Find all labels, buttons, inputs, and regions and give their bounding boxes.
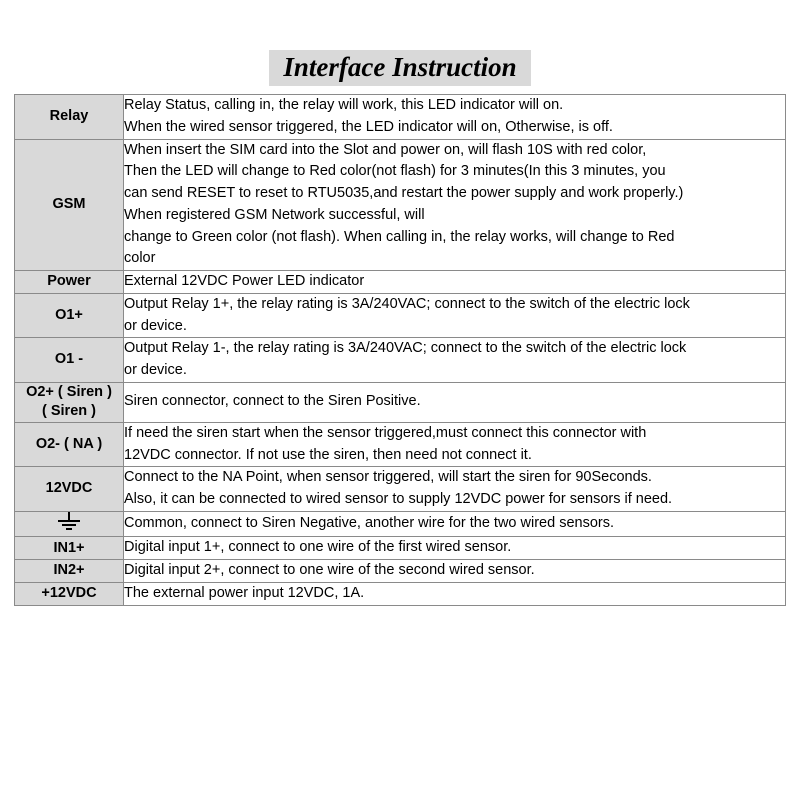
- table-row: [15, 511, 786, 537]
- description-line: When the wired sensor triggered, the LED indicator will on, Otherwise, is off.: [124, 118, 613, 135]
- table-row: [15, 271, 786, 294]
- terminal-label-text: +12VDC: [41, 585, 97, 602]
- table-row: [15, 382, 786, 422]
- table-row: [15, 467, 786, 512]
- terminal-description-cell: [124, 467, 786, 512]
- page-title-container: [0, 0, 800, 94]
- terminal-label-cell: [15, 422, 124, 467]
- description-line: Output Relay 1+, the relay rating is 3A/240VAC; connect to the switch of the electric lock: [124, 295, 690, 312]
- interface-instruction-table: [14, 94, 786, 606]
- terminal-label-text: 12VDC: [45, 480, 93, 497]
- ground-icon: [56, 512, 82, 530]
- table-row: [15, 139, 786, 271]
- terminal-label-cell: [15, 271, 124, 294]
- terminal-label-cell: [15, 293, 124, 338]
- terminal-label-cell: [15, 139, 124, 271]
- description-line: If need the siren start when the sensor triggered,must connect this connector with: [124, 424, 647, 441]
- terminal-description-cell: [124, 338, 786, 383]
- terminal-label-text: O2- ( NA ): [35, 435, 103, 452]
- terminal-description-cell: [124, 293, 786, 338]
- table-row: [15, 560, 786, 583]
- description-line: or device.: [124, 317, 187, 334]
- description-line: or device.: [124, 362, 187, 379]
- terminal-label-text: IN1+: [53, 539, 85, 556]
- terminal-label-cell: [15, 467, 124, 512]
- description-line: change to Green color (not flash). When calling in, the relay works, will change to Red: [124, 228, 675, 245]
- terminal-description-cell: [124, 95, 786, 140]
- description-line: Siren connector, connect to the Siren Positive.: [124, 393, 421, 410]
- description-line: When registered GSM Network successful, will: [124, 206, 425, 223]
- description-line: Output Relay 1-, the relay rating is 3A/240VAC; connect to the switch of the electric lock: [124, 340, 687, 357]
- description-line: The external power input 12VDC, 1A.: [124, 584, 365, 601]
- terminal-label-cell: [15, 511, 124, 537]
- terminal-description-cell: [124, 560, 786, 583]
- description-line: color: [124, 250, 156, 267]
- terminal-label-text: O2+ ( Siren ): [26, 383, 112, 400]
- description-line: can send RESET to reset to RTU5035,and restart the power supply and work properly.): [124, 185, 684, 202]
- table-row: [15, 95, 786, 140]
- terminal-label-text: GSM: [52, 196, 86, 213]
- terminal-label-text: Power: [47, 273, 91, 290]
- terminal-label-text: ( Siren ): [42, 403, 96, 420]
- terminal-description-cell: [124, 139, 786, 271]
- description-line: When insert the SIM card into the Slot and power on, will flash 10S with red color,: [124, 141, 647, 158]
- terminal-description-cell: [124, 537, 786, 560]
- terminal-label-cell: [15, 537, 124, 560]
- page-title: Interface Instruction: [269, 50, 530, 86]
- table-body: [15, 95, 786, 606]
- table-row: [15, 582, 786, 605]
- terminal-label-cell: [15, 95, 124, 140]
- description-line: Then the LED will change to Red color(not flash) for 3 minutes(In this 3 minutes, you: [124, 163, 666, 180]
- terminal-description-cell: [124, 382, 786, 422]
- description-line: Relay Status, calling in, the relay will work, this LED indicator will on.: [124, 97, 564, 114]
- description-line: Digital input 1+, connect to one wire of the first wired sensor.: [124, 539, 512, 556]
- terminal-label-text: Relay: [49, 108, 89, 125]
- terminal-label-text: O1+: [55, 306, 83, 323]
- description-line: Digital input 2+, connect to one wire of the second wired sensor.: [124, 562, 535, 579]
- description-line: Common, connect to Siren Negative, another wire for the two wired sensors.: [124, 515, 615, 532]
- terminal-description-cell: [124, 511, 786, 537]
- terminal-label-cell: [15, 582, 124, 605]
- terminal-description-cell: [124, 582, 786, 605]
- terminal-label-cell: [15, 382, 124, 422]
- table-row: [15, 293, 786, 338]
- terminal-description-cell: [124, 422, 786, 467]
- table-row: [15, 537, 786, 560]
- terminal-description-cell: [124, 271, 786, 294]
- table-row: [15, 338, 786, 383]
- terminal-label-text: IN2+: [53, 562, 85, 579]
- description-line: Connect to the NA Point, when sensor triggered, will start the siren for 90Seconds.: [124, 469, 652, 486]
- table-row: [15, 422, 786, 467]
- terminal-label-cell: [15, 338, 124, 383]
- description-line: 12VDC connector. If not use the siren, then need not connect it.: [124, 446, 532, 463]
- terminal-label-cell: [15, 560, 124, 583]
- terminal-label-text: O1 -: [54, 351, 84, 368]
- description-line: External 12VDC Power LED indicator: [124, 273, 365, 290]
- description-line: Also, it can be connected to wired sensor to supply 12VDC power for sensors if need.: [124, 491, 673, 508]
